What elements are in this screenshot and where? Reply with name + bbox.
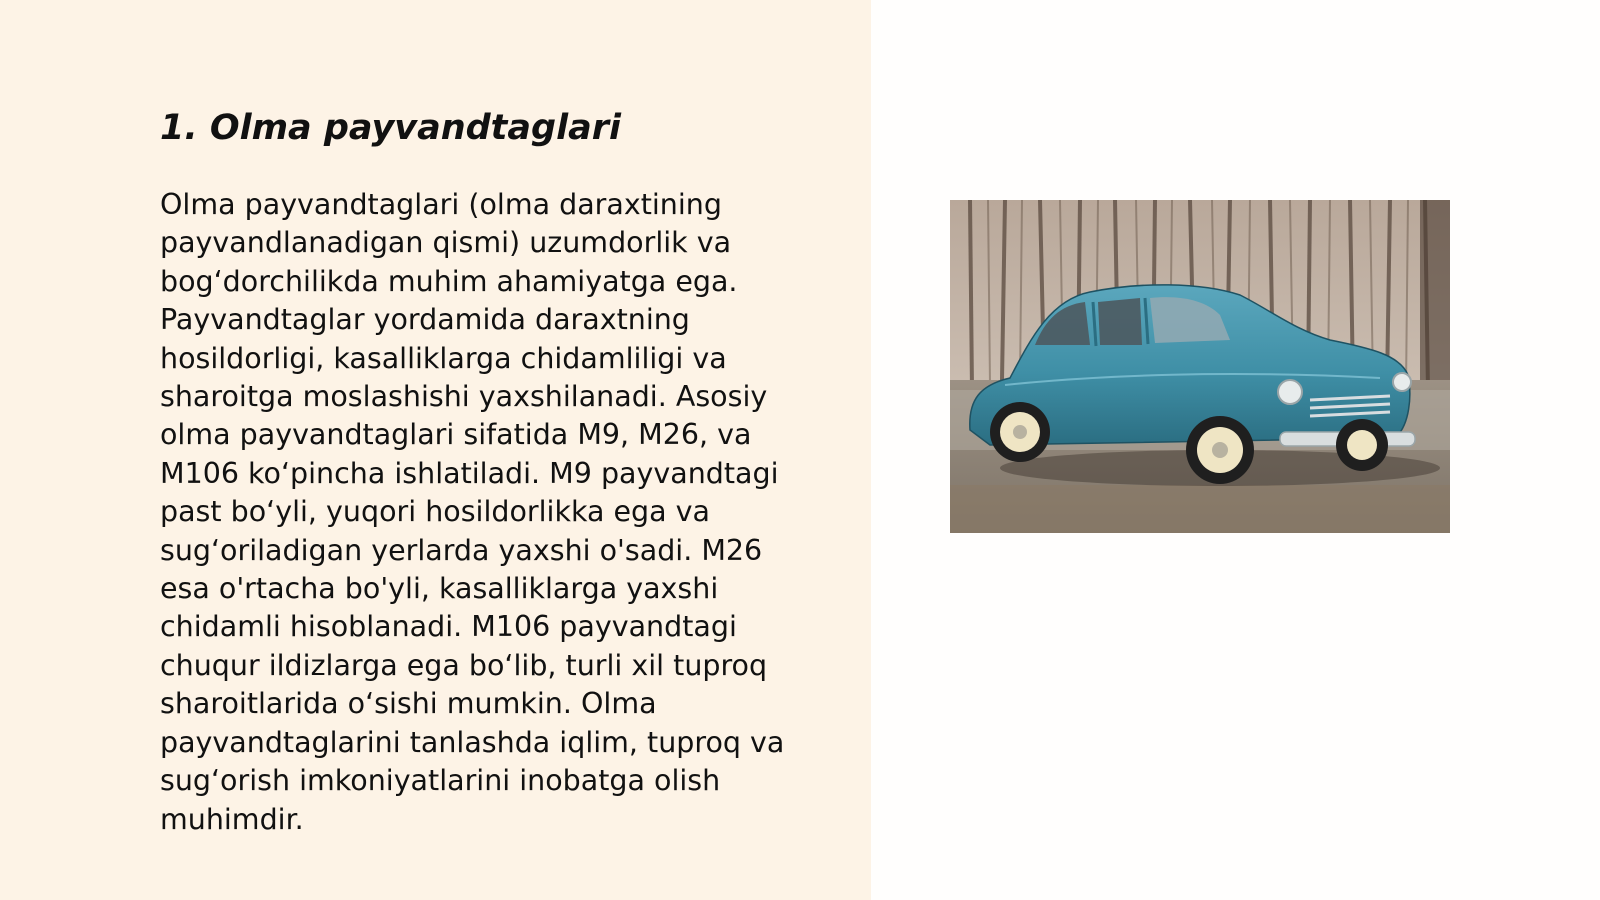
slide-body-text: Olma payvandtaglari (olma daraxtining payvandlanadigan qismi) uzumdorlik va bog‘dorchilikda muhim ahamiyatga ega. Payvandtaglar yordamida daraxtning hosildorligi, kasalliklarga chidamliligi va sharoitga moslashishi yaxshilanadi. Asosiy olma payvandtaglari sifatida M9, M26, va M106 ko‘pincha ishlatiladi. M9 payvandtagi past bo‘yli, yuqori hosildorlikka ega va sug‘oriladigan yerlarda yaxshi o'sadi. M26 esa o'rtacha bo'yli, kasalliklarga yaxshi chidamli hisoblanadi. M106 payvandtagi chuqur ildizlarga ega bo‘lib, turli xil tuproq sharoitlarida o‘sishi mumkin. Olma payvandtaglarini tanlashda iqlim, tuproq va sug‘orish imkoniyatlarini inobatga olish muhimdir.: [160, 188, 785, 836]
slide-title: 1. Olma payvandtaglari: [160, 108, 621, 148]
car-photo: [950, 200, 1450, 533]
